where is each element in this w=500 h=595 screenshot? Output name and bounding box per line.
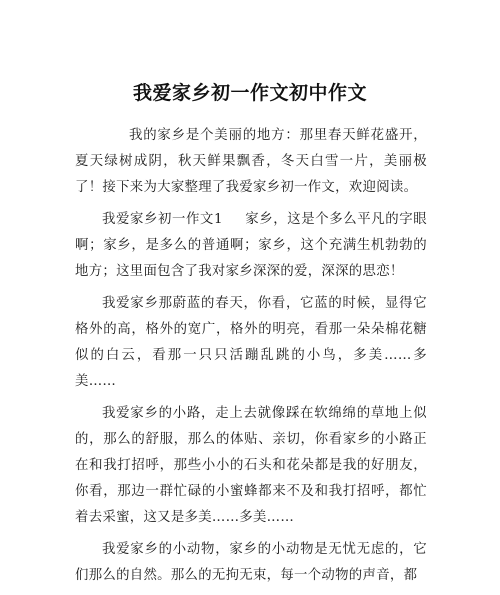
path-paragraph: 我爱家乡的小路，走上去就像踩在软绵绵的草地上似的，那么的舒服，那么的体贴、亲切，你看家乡的小路正在和我打招呼，那些小小的石头和花朵都是我的好朋友，你看，那边一群忙碌的小蜜蜂都来不及和我打招呼，都忙着去采蜜，这又是多美……多美…… xyxy=(75,406,427,525)
spring-paragraph: 我爱家乡那蔚蓝的春天，你看，它蓝的时候，显得它格外的高，格外的宽广，格外的明亮，看那一朵朵棉花糖似的白云，看那一只只活蹦乱跳的小鸟，多美……多美…… xyxy=(75,296,427,389)
section-1-text: 家乡，这是个多么平凡的字眼啊；家乡，是多么的普通啊；家乡，这个充满生机勃勃的地方；这里面包含了我对家乡深深的爱，深深的思恋！ xyxy=(75,212,427,279)
section-heading: 我爱家乡初一作文1 xyxy=(102,212,223,227)
intro-paragraph: 我的家乡是个美丽的地方：那里春天鲜花盛开，夏天绿树成阴，秋天鲜果飘香，冬天白雪一片，美丽极了！接下来为大家整理了我爱家乡初一作文，欢迎阅读。 xyxy=(75,128,427,195)
page-title: 我爱家乡初一作文初中作文 xyxy=(132,82,367,104)
section-paragraph-1 xyxy=(75,207,427,285)
animals-paragraph: 我爱家乡的小动物，家乡的小动物是无忧无虑的，它们那么的自然。那么的无拘无束，每一个动物的声音，都 xyxy=(75,542,427,583)
article-body xyxy=(75,123,427,595)
